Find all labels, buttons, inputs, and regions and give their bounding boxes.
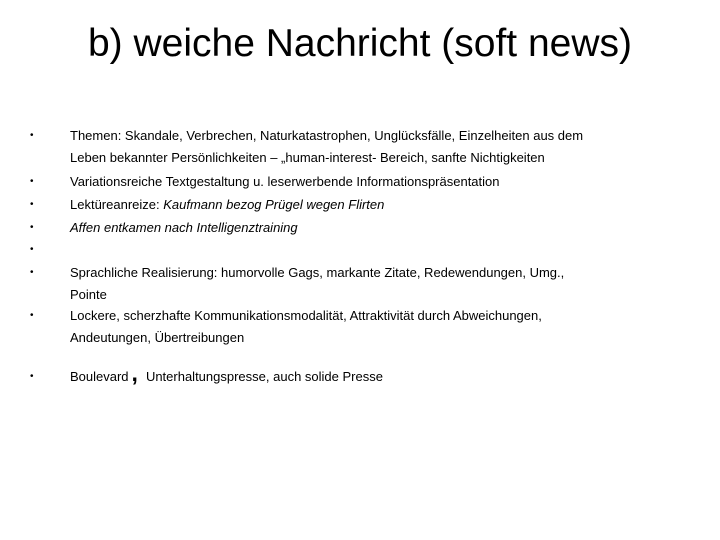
item-text-line: Leben bekannter Persönlichkeiten – „human-interest- Bereich, sanfte Nichtigkeiten xyxy=(70,150,545,165)
item-text-line: Themen: Skandale, Verbrechen, Naturkatastrophen, Unglücksfälle, Einzelheiten aus dem xyxy=(70,128,584,143)
example-headline: Kaufmann bezog Prügel wegen Flirten xyxy=(163,197,385,212)
list-item-boulevard xyxy=(70,360,670,388)
item-text: Variationsreiche Textgestaltung u. leserwerbende Informationspräsentation xyxy=(70,174,500,189)
bullet-marker: • xyxy=(30,244,34,255)
bullet-marker: • xyxy=(30,176,34,187)
item-text: Boulevard xyxy=(70,369,129,384)
bullet-marker: • xyxy=(30,267,34,278)
item-text-line: Sprachliche Realisierung: humorvolle Gags, markante Zitate, Redewendungen, Umg., xyxy=(70,265,565,280)
bullet-marker: • xyxy=(30,310,34,321)
item-text-line: Andeutungen, Übertreibungen xyxy=(70,330,245,345)
bullet-marker: • xyxy=(30,371,34,382)
list-item-lektuereanreize xyxy=(70,194,670,216)
list-item-themen xyxy=(70,125,670,169)
bullet-marker: • xyxy=(30,130,34,141)
list-item-textgestaltung xyxy=(70,171,670,193)
item-text-line: Pointe xyxy=(70,287,107,302)
large-comma: , xyxy=(131,360,138,386)
bullet-marker: • xyxy=(30,199,34,210)
item-text-line: Lockere, scherzhafte Kommunikationsmodalität, Attraktivität durch Abweichungen, xyxy=(70,308,542,323)
list-item-example xyxy=(70,217,670,239)
example-headline: Affen entkamen nach Intelligenztraining xyxy=(70,220,298,235)
slide-title: b) weiche Nachricht (soft news) xyxy=(87,22,633,65)
list-item-realisierung xyxy=(70,262,670,306)
list-item-kommunikation xyxy=(70,305,670,349)
item-prefix: Lektüreanreize: xyxy=(70,197,164,212)
item-text: Unterhaltungspresse, auch solide Presse xyxy=(145,369,383,384)
bullet-marker: • xyxy=(30,222,34,233)
